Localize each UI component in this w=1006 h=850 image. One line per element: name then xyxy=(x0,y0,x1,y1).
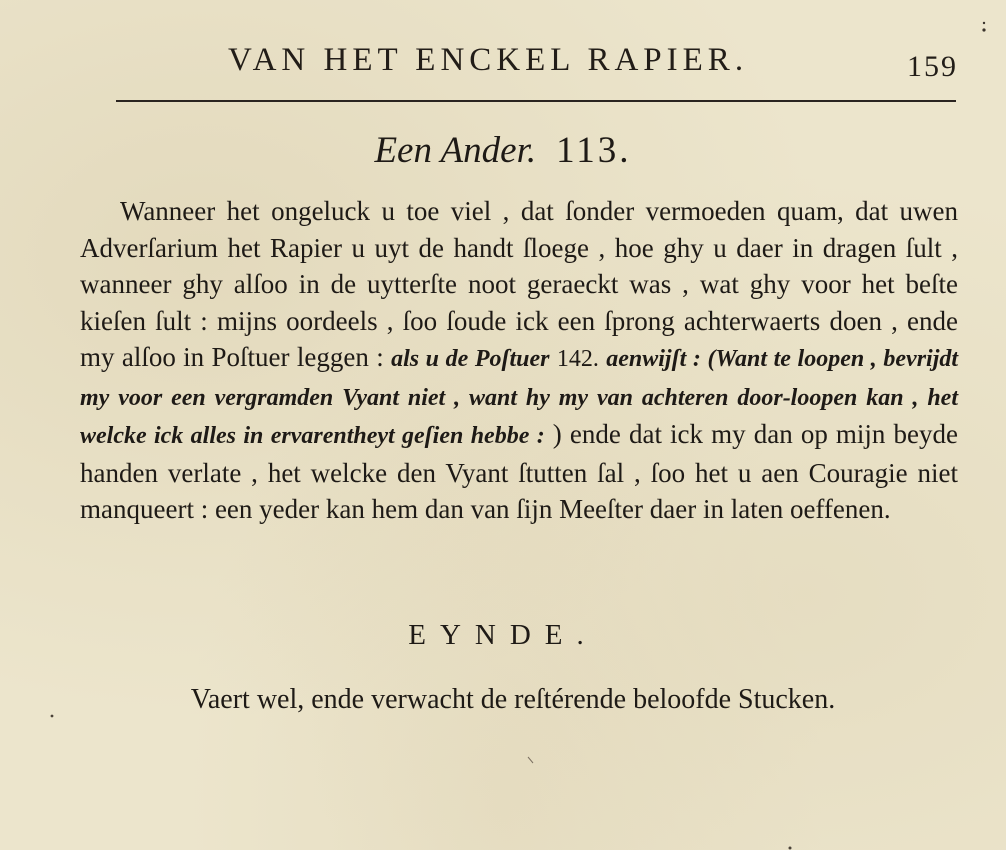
section-number: 113. xyxy=(556,130,632,171)
body-italic-part2: aenwijſt : (Want te loopen , bevrijdt my voor een vergramden Vyant niet , want hy my van achteren door-loopen kan , het welcke ick alles in ervarentheyt geſien hebbe : xyxy=(80,346,959,449)
ink-speck xyxy=(983,22,985,24)
body-paragraph xyxy=(80,193,958,528)
body-text-part2: ) ende dat ick my dan op mijn beyde handen verlate , het welcke den Vyant ſtutten ſal , ſoo het u aen Couragie niet manqueert : een yeder kan hem dan van ſijn Meeſter daer in laten oeffenen. xyxy=(80,419,958,524)
body-italic-part1: als u de Poſtuer xyxy=(391,346,550,372)
body-text-part1: Wanneer het ongeluck u toe viel , dat ſonder vermoeden quam, dat uwen Adverſarium het Rapier u uyt de handt ſloege , hoe ghy u daer in dragen ſult , wanneer ghy alſoo in de uytterſte noot geraeckt was , wat ghy voor het beſte kieſen ſult : mijns oordeels , ſoo ſoude ick een ſprong achterwaerts doen , ende my alſoo in Poſtuer leggen : xyxy=(80,196,958,372)
running-title: VAN HET ENCKEL RAPIER. xyxy=(228,42,749,78)
ink-speck xyxy=(528,757,533,763)
page-number: 159 xyxy=(907,50,958,83)
farewell-line: Vaert wel, ende verwacht de reſtérende beloofde Stucken. xyxy=(190,684,836,715)
header-rule xyxy=(116,100,956,102)
section-title: Een Ander. xyxy=(374,130,537,171)
body-reference-number: 142. xyxy=(556,346,599,372)
end-heading: EYNDE. xyxy=(408,619,598,651)
section-heading xyxy=(0,132,1006,169)
ink-speck xyxy=(51,715,54,718)
ink-speck xyxy=(789,847,792,850)
ink-speck xyxy=(982,28,985,31)
